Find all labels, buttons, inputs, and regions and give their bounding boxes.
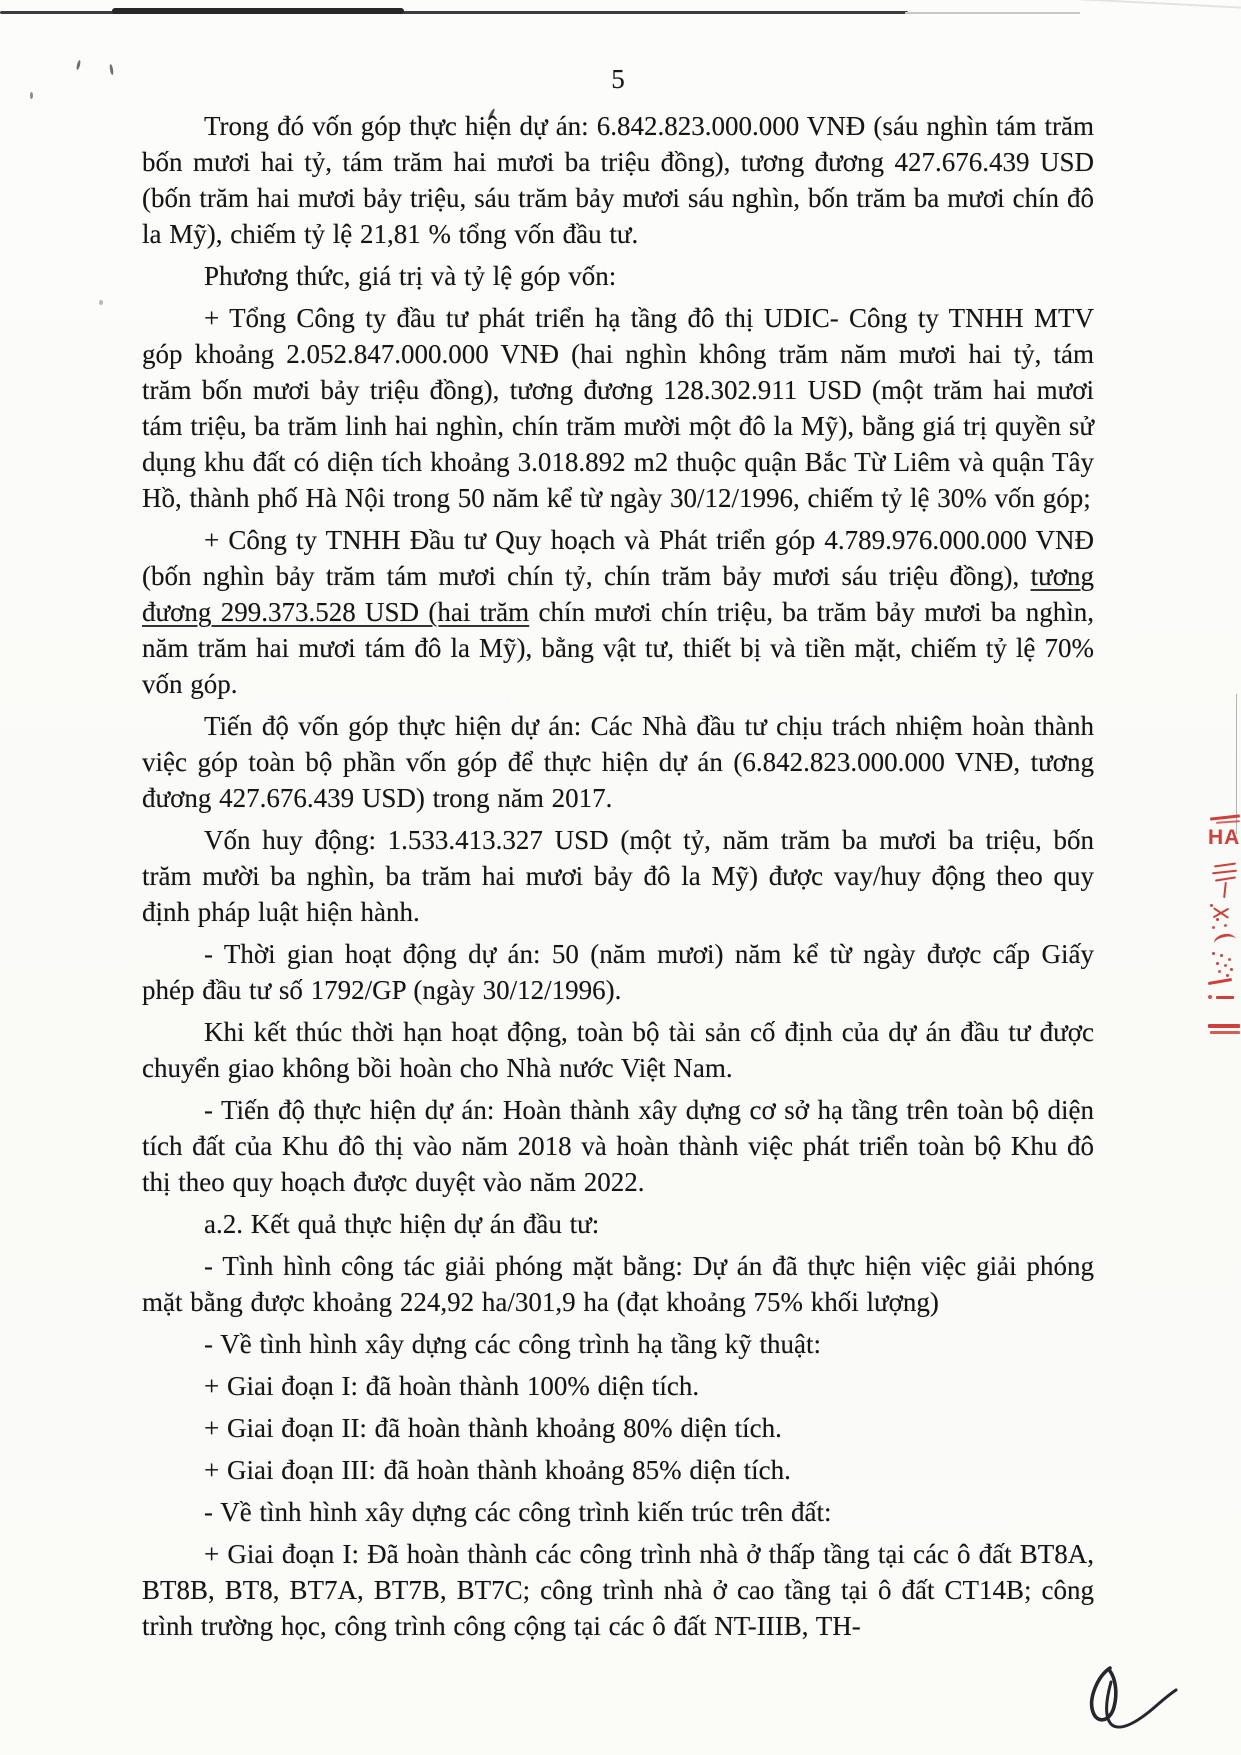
paragraph-giai-doan-2: + Giai đoạn II: đã hoàn thành khoảng 80% diện tích. — [204, 1413, 782, 1443]
scan-artifact-top-right-streak — [1062, 0, 1241, 9]
stamp-mark — [1210, 904, 1213, 907]
stamp-mark — [1213, 932, 1238, 951]
stamp-mark — [1215, 876, 1236, 881]
stamp-mark — [1208, 1024, 1240, 1028]
stamp-mark — [1208, 978, 1232, 985]
handwritten-initial-signature — [1030, 1652, 1200, 1755]
paragraph-thoi-gian-hoat-dong: - Thời gian hoạt động dự án: 50 (năm mươi) năm kể từ ngày được cấp Giấy phép đầu tư số 1792/GP (ngày 30/12/1996). — [142, 939, 1094, 1005]
underlined-segment: tương đương 299.373.528 USD (hai trăm — [142, 561, 1094, 627]
paragraph-giai-doan-1-cong-trinh: + Giai đoạn I: Đã hoàn thành các công trình nhà ở thấp tầng tại các ô đất BT8A, BT8B, BT8, BT7A, BT7B, BT7C; công trình nhà ở cao tầng tại ô đất CT14B; công trình trường học, công trình công cộng tại các ô đất NT-IIIB, TH- — [142, 1539, 1094, 1641]
stamp-mark — [1210, 1031, 1240, 1034]
paragraph-von-gop: Trong đó vốn góp thực hiện dự án: 6.842.823.000.000 VNĐ (sáu nghìn tám trăm bốn mươi hai tỷ, tám trăm hai mươi ba triệu đồng), tương đương 427.676.439 USD (bốn trăm hai mươi bảy triệu, sáu trăm bảy mươi sáu nghìn, bốn trăm ba mươi chín đô la Mỹ), chiếm tỷ lệ 21,81 % tổng vốn đầu tư. — [142, 111, 1094, 249]
red-stamp-fragment — [1202, 812, 1241, 1052]
stamp-mark — [1212, 870, 1237, 875]
stamp-mark — [1214, 862, 1236, 867]
paragraph-tien-do-thuc-hien: - Tiến độ thực hiện dự án: Hoàn thành xây dựng cơ sở hạ tầng trên toàn bộ diện tích đất của Khu đô thị vào năm 2018 và hoàn thành việc phát triển toàn bộ Khu đô thị theo quy hoạch được duyệt vào năm 2022. — [142, 1095, 1094, 1197]
paragraph-ket-thuc-thoi-han: Khi kết thúc thời hạn hoạt động, toàn bộ tài sản cố định của dự án đầu tư được chuyển giao không bồi hoàn cho Nhà nước Việt Nam. — [142, 1017, 1094, 1083]
stamp-mark — [1208, 995, 1212, 999]
scan-speck — [76, 60, 81, 70]
paragraph-udic-gop-von: + Tổng Công ty đầu tư phát triển hạ tầng đô thị UDIC- Công ty TNHH MTV góp khoảng 2.052.847.000.000 VNĐ (hai nghìn không trăm năm mươi hai tỷ, tám trăm bốn mươi bảy triệu đồng), tương đương 128.302.911 USD (một trăm hai mươi tám triệu, ba trăm linh hai nghìn, chín trăm mười một đô la Mỹ), bằng giá trị quyền sử dụng khu đất có diện tích khoảng 3.018.892 m2 thuộc quận Bắc Từ Liêm và quận Tây Hồ, thành phố Hà Nội trong 50 năm kể từ ngày 30/12/1996, chiếm tỷ lệ 30% vốn góp; — [142, 303, 1094, 513]
stamp-mark — [1223, 882, 1227, 898]
paragraph-tien-do-von-gop: Tiến độ vốn góp thực hiện dự án: Các Nhà đầu tư chịu trách nhiệm hoàn thành việc góp toàn bộ phần vốn góp để thực hiện dự án (6.842.823.000.000 VNĐ, tương đương 427.676.439 USD) trong năm 2017. — [142, 711, 1094, 813]
paragraph-giai-doan-1: + Giai đoạn I: đã hoàn thành 100% diện tích. — [204, 1371, 700, 1401]
scan-speck — [99, 300, 103, 305]
paragraph-von-huy-dong: Vốn huy động: 1.533.413.327 USD (một tỷ, năm trăm ba mươi ba triệu, bốn trăm mười ba nghìn, ba trăm hai mươi bảy đô la Mỹ) được vay/huy động theo quy định pháp luật hiện hành. — [142, 825, 1094, 927]
page-number: 5 — [611, 64, 625, 94]
scan-artifact-top-line-dark — [112, 8, 404, 14]
paragraph-giai-phong-mat-bang: - Tình hình công tác giải phóng mặt bằng: Dự án đã thực hiện việc giải phóng mặt bằng được khoảng 224,92 ha/301,9 ha (đạt khoảng 75% khối lượng) — [142, 1251, 1094, 1317]
paragraph-tnhh-gop-von — [142, 522, 1094, 702]
stamp-mark — [1216, 820, 1240, 824]
stamp-text: HA — [1208, 826, 1241, 849]
scan-speck — [109, 64, 114, 75]
paragraph-segment: chín mươi chín triệu, ba trăm bảy mươi ba nghìn, năm trăm hai mươi tám đô la Mỹ), bằng vật tư, thiết bị và tiền mặt, chiếm tỷ lệ 70% vốn góp. — [142, 597, 1094, 699]
paragraph-segment: + Công ty TNHH Đầu tư Quy hoạch và Phát triển góp 4.789.976.000.000 VNĐ (bốn nghìn bảy trăm tám mươi chín tỷ, chín trăm bảy mươi sáu triệu đồng), — [142, 525, 1094, 591]
stamp-mark — [1216, 996, 1234, 999]
scan-artifact-top-line-light — [905, 12, 1080, 14]
paragraph-kien-truc-tren-dat: - Về tình hình xây dựng các công trình kiến trúc trên đất: — [204, 1497, 832, 1527]
stamp-mark — [1212, 952, 1215, 955]
scan-speck — [30, 92, 33, 99]
heading-a2-ket-qua: a.2. Kết quả thực hiện dự án đầu tư: — [204, 1209, 600, 1239]
paragraph-giai-doan-3: + Giai đoạn III: đã hoàn thành khoảng 85% diện tích. — [204, 1455, 791, 1485]
paragraph-ha-tang-ky-thuat: - Về tình hình xây dựng các công trình hạ tầng kỹ thuật: — [204, 1329, 821, 1359]
paragraph-phuong-thuc: Phương thức, giá trị và tỷ lệ góp vốn: — [204, 261, 617, 291]
document-body — [142, 62, 1094, 1650]
